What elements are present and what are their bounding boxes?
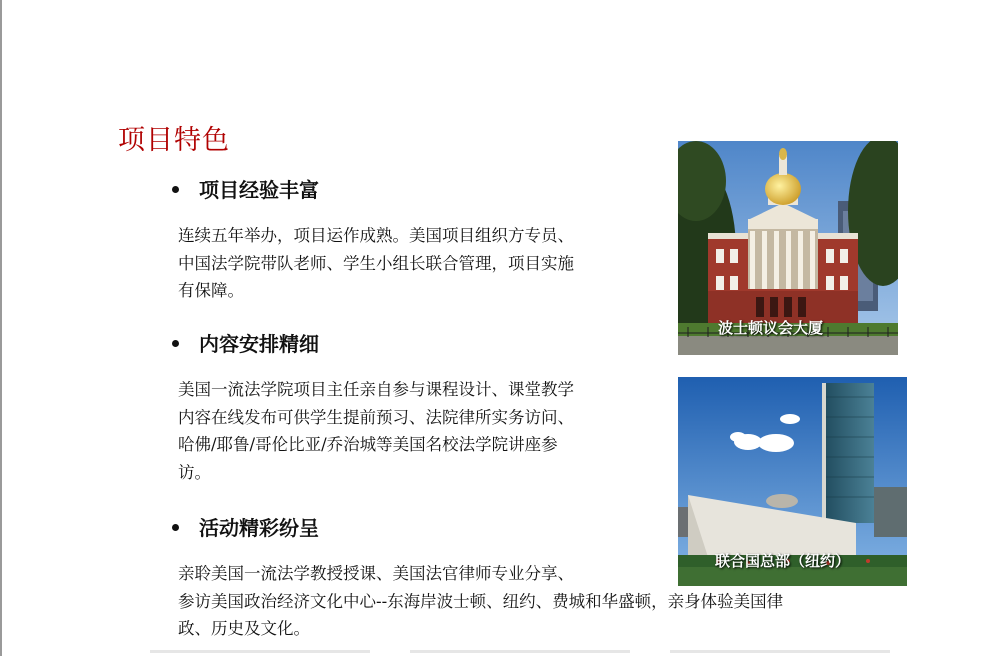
paragraph-line: 参访美国政治经济文化中心--东海岸波士顿、纽约、费城和华盛顿，亲身体验美国律 <box>178 591 784 611</box>
bullet-icon <box>172 186 179 193</box>
section-heading-text: 内容安排精细 <box>199 332 319 356</box>
section-paragraph-content <box>178 376 574 486</box>
section-heading-text: 项目经验丰富 <box>199 178 319 202</box>
section-heading-experience <box>172 174 319 203</box>
page-title: 项目特色 <box>118 125 230 156</box>
page-bottom-edge <box>150 650 890 653</box>
section-heading-content <box>172 328 319 357</box>
paragraph-line: 亲聆美国一流法学教授授课、美国法官律师专业分享、 <box>178 564 574 583</box>
paragraph-line: 有保障。 <box>178 281 244 300</box>
paragraph-line: 哈佛/耶鲁/哥伦比亚/乔治城等美国名校法学院讲座参 <box>178 435 558 454</box>
photo-caption: 联合国总部（纽约） <box>715 552 851 570</box>
paragraph-line: 美国一流法学院项目主任亲自参与课程设计、课堂教学 <box>178 380 574 399</box>
paragraph-line: 政、历史及文化。 <box>178 619 310 638</box>
boston-state-house-photo <box>678 141 898 355</box>
paragraph-line: 连续五年举办，项目运作成熟。美国项目组织方专员、 <box>178 226 574 245</box>
section-paragraph-experience <box>178 222 574 305</box>
paragraph-line: 访。 <box>178 462 211 482</box>
paragraph-line: 内容在线发布可供学生提前预习、法院律所实务访问、 <box>178 407 574 427</box>
section-heading-text: 活动精彩纷呈 <box>199 516 319 540</box>
page-left-border <box>0 0 2 656</box>
bullet-icon <box>172 340 179 347</box>
photo-caption: 波士顿议会大厦 <box>718 319 824 337</box>
un-headquarters-photo <box>678 377 907 586</box>
section-heading-activities <box>172 512 319 541</box>
bullet-icon <box>172 524 179 531</box>
paragraph-line: 中国法学院带队老师、学生小组长联合管理，项目实施 <box>178 253 574 273</box>
